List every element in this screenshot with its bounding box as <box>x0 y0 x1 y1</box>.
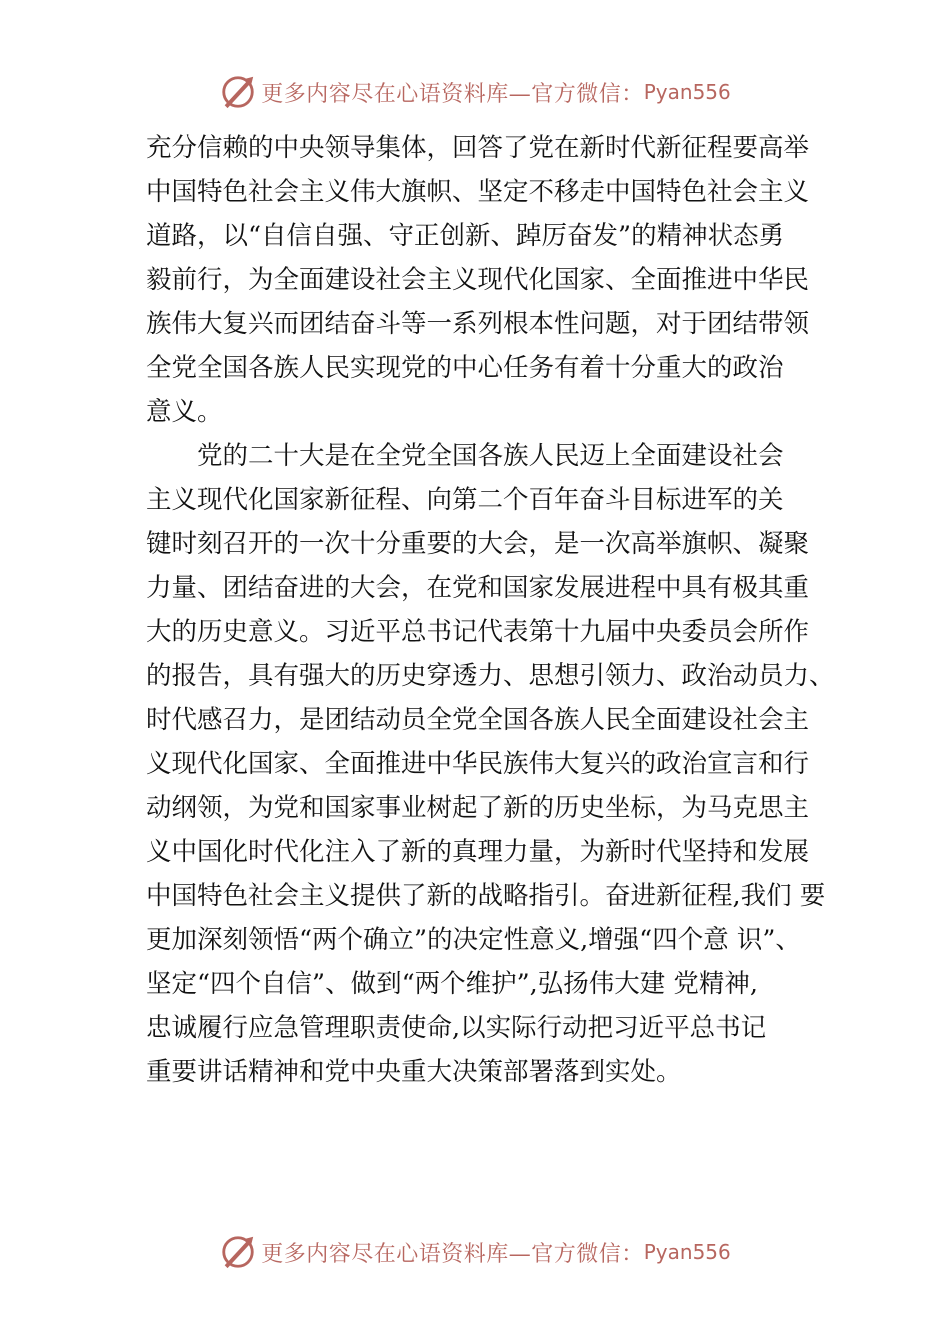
text-line: 大的历史意义。习近平总书记代表第十九届中央委员会所作 <box>146 617 810 647</box>
text-line: 充分信赖的中央领导集体，回答了党在新时代新征程要高举 <box>146 133 810 163</box>
text-line: 中国特色社会主义提供了新的战略指引。奋进新征程,我们 要 <box>146 881 826 911</box>
text-line: 毅前行，为全面建设社会主义现代化国家、全面推进中华民 <box>146 265 810 295</box>
header-banner-text: 更多内容尽在心语资料库—官方微信： <box>261 81 644 107</box>
paragraph-1 <box>146 126 836 434</box>
text-line: 键时刻召开的一次十分重要的大会，是一次高举旗帜、凝聚 <box>146 529 810 559</box>
text-line: 道路，以“自信自强、守正创新、踔厉奋发”的精神状态勇 <box>146 221 785 251</box>
text-line: 主义现代化国家新征程、向第二个百年奋斗目标进军的关 <box>146 485 784 515</box>
text-line: 重要讲话精神和党中央重大决策部署落到实处。 <box>146 1057 682 1087</box>
header-wechat-id: Pyan556 <box>643 80 731 104</box>
pen-logo-icon <box>219 73 257 111</box>
text-line: 中国特色社会主义伟大旗帜、坚定不移走中国特色社会主义 <box>146 177 810 207</box>
pen-logo-icon <box>219 1233 257 1271</box>
text-line: 义中国化时代化注入了新的真理力量，为新时代坚持和发展 <box>146 837 810 867</box>
text-line: 全党全国各族人民实现党的中心任务有着十分重大的政治 <box>146 353 784 383</box>
text-line: 时代感召力，是团结动员全党全国各族人民全面建设社会主 <box>146 705 810 735</box>
text-line: 族伟大复兴而团结奋斗等一系列根本性问题，对于团结带领 <box>146 309 810 339</box>
text-line: 意义。 <box>146 397 223 427</box>
header-banner <box>0 72 950 112</box>
text-line: 动纲领，为党和国家事业树起了新的历史坐标，为马克思主 <box>146 793 810 823</box>
text-line: 忠诚履行应急管理职责使命,以实际行动把习近平总书记 <box>146 1013 767 1043</box>
paragraph-2 <box>146 434 836 1094</box>
document-body <box>146 126 836 1094</box>
text-line: 更加深刻领悟“两个确立”的决定性意义,增强“四个意 识”、 <box>146 925 801 955</box>
footer-banner-text: 更多内容尽在心语资料库—官方微信： <box>261 1241 644 1267</box>
text-line: 义现代化国家、全面推进中华民族伟大复兴的政治宣言和行 <box>146 749 810 779</box>
text-line: 党的二十大是在全党全国各族人民迈上全面建设社会 <box>146 441 784 471</box>
text-line: 力量、团结奋进的大会，在党和国家发展进程中具有极其重 <box>146 573 810 603</box>
footer-wechat-id: Pyan556 <box>643 1240 731 1264</box>
text-line: 的报告，具有强大的历史穿透力、思想引领力、政治动员力、 <box>146 661 835 691</box>
text-line: 坚定“四个自信”、做到“两个维护”,弘扬伟大建 党精神, <box>146 969 758 999</box>
footer-banner <box>0 1232 950 1272</box>
